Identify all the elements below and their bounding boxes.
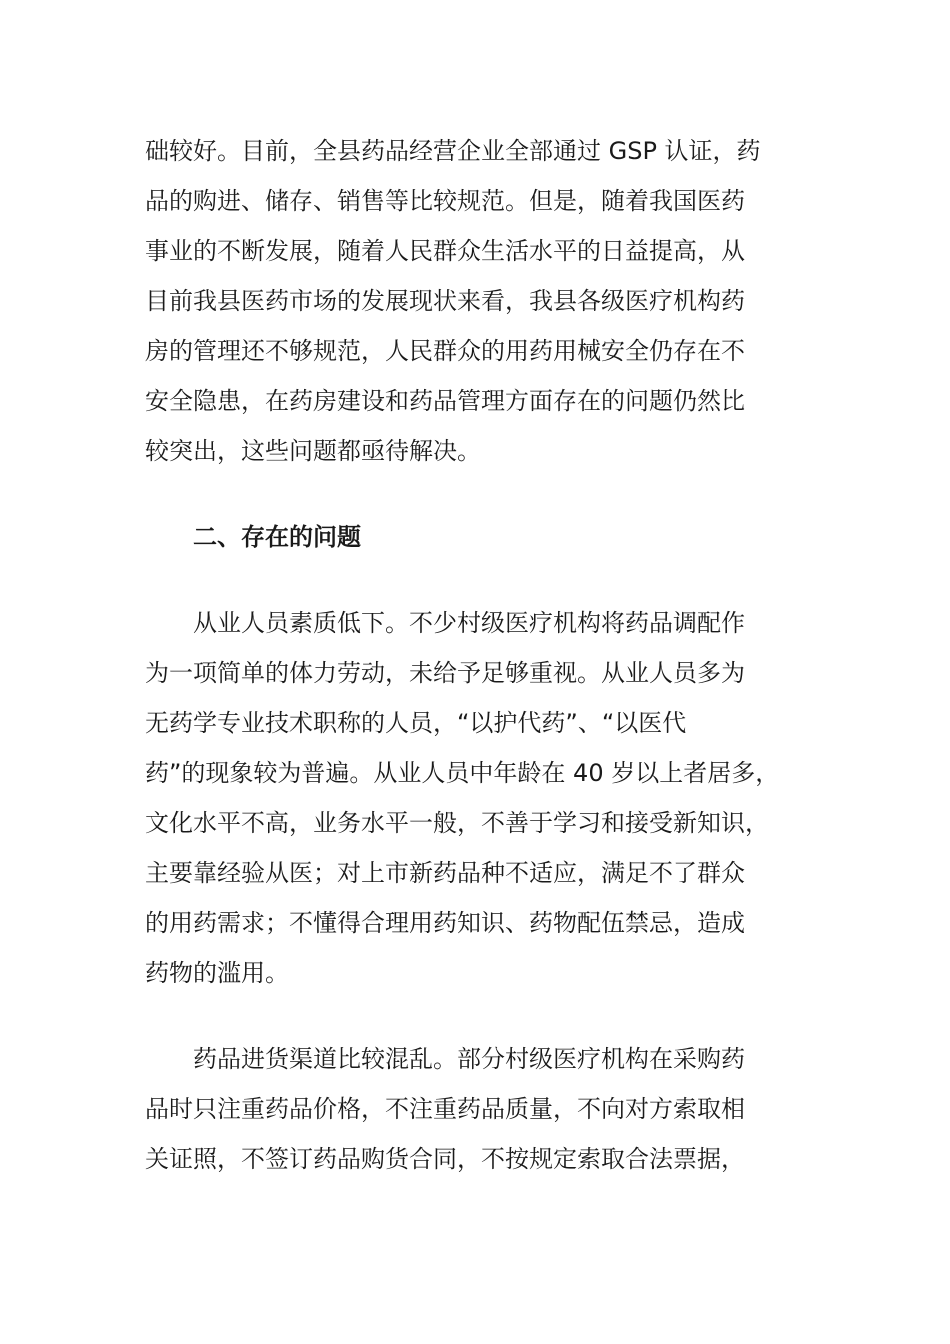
paragraph-gap	[145, 562, 815, 598]
section-heading: 二、存在的问题	[193, 523, 361, 551]
paragraph-gap	[145, 998, 815, 1034]
text-line: 无药学专业技术职称的人员，“以护代药”、“以医代	[145, 709, 687, 737]
text-line: 较突出，这些问题都亟待解决。	[145, 437, 481, 465]
text-line: 房的管理还不够规范，人民群众的用药用械安全仍存在不	[145, 337, 745, 365]
paragraph-staff-quality	[145, 598, 815, 998]
text-line: 安全隐患，在药房建设和药品管理方面存在的问题仍然比	[145, 387, 745, 415]
text-line: 目前我县医药市场的发展现状来看，我县各级医疗机构药	[145, 287, 745, 315]
text-line: 药”的现象较为普遍。从业人员中年龄在 40 岁以上者居多，	[145, 759, 780, 787]
text-line: 主要靠经验从医；对上市新药品种不适应，满足不了群众	[145, 859, 745, 887]
text-line: 的用药需求；不懂得合理用药知识、药物配伍禁忌，造成	[145, 909, 745, 937]
text-line: 从业人员素质低下。不少村级医疗机构将药品调配作	[193, 609, 745, 637]
paragraph-continuation	[145, 126, 815, 476]
text-line: 品的购进、储存、销售等比较规范。但是，随着我国医药	[145, 187, 745, 215]
text-line: 础较好。目前，全县药品经营企业全部通过 GSP 认证，药	[145, 137, 761, 165]
text-line: 药品进货渠道比较混乱。部分村级医疗机构在采购药	[193, 1045, 745, 1073]
document-body	[145, 126, 815, 1184]
paragraph-gap	[145, 476, 815, 512]
text-line: 文化水平不高，业务水平一般，不善于学习和接受新知识，	[145, 809, 769, 837]
text-line: 品时只注重药品价格，不注重药品质量，不向对方索取相	[145, 1095, 745, 1123]
text-line: 事业的不断发展，随着人民群众生活水平的日益提高，从	[145, 237, 745, 265]
paragraph-procurement	[145, 1034, 815, 1184]
text-line: 为一项简单的体力劳动，未给予足够重视。从业人员多为	[145, 659, 745, 687]
text-line: 药物的滥用。	[145, 959, 289, 987]
text-line: 关证照，不签订药品购货合同，不按规定索取合法票据，	[145, 1145, 745, 1173]
